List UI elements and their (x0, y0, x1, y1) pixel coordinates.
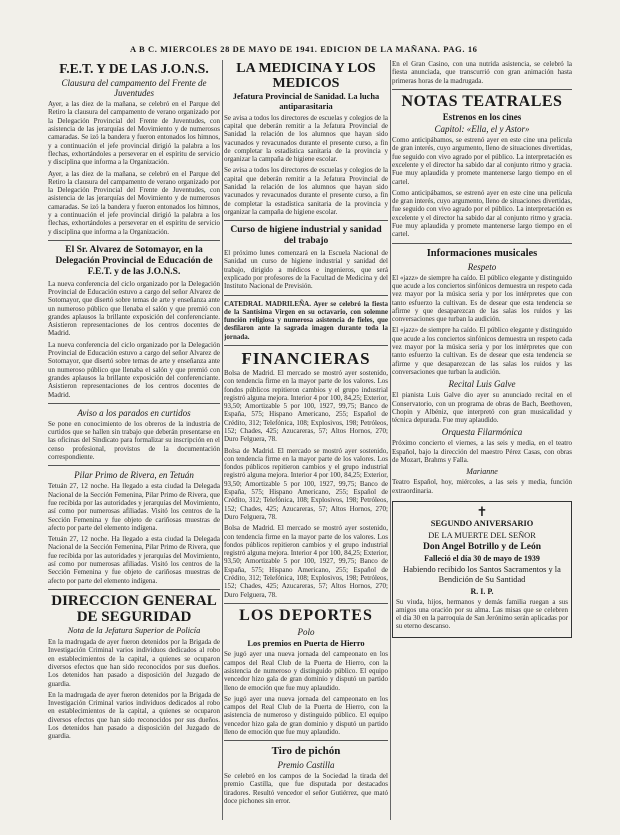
section-title: NOTAS TEATRALES (401, 92, 563, 110)
divider (224, 740, 388, 741)
article-body: La nueva conferencia del ciclo organizado por la Delegación Provincial de Educación estuvo a cargo del señor Alvarez de Sotomayor, que disertó sobre temas de arte y enseñanza ante un numeroso público que llenaba el salón y que premió con grandes aplausos la brillante exposición del conferenciante. Asistieron representaciones de los centros docentes de Madrid. (48, 279, 220, 338)
article-body: En el Gran Casino, con una nutrida asistencia, se celebró la fiesta anunciada, que transcurrió con gran animación hasta primeras horas de la madrugada. (392, 60, 572, 85)
divider (224, 345, 388, 346)
article-body: Bolsa de Madrid. El mercado se mostró ayer sostenido, con tendencia firme en la mayor parte de los valores. Los fondos públicos repitieron cambios y el grupo industrial registró alguna mejora. Interior 4 por 100, 84,25; Exterior, 93,50; Amortizable 5 por 100, 1927, 99,75; Banco de España, 575; Hispano Americano, 255; Español de Crédito, 312; Telefónica, 108; Explosivos, 198; Petróleos, 152; Chades, 425; Azucareras, 57; Altos Hornos, 270; Duro Felguera, 78. (224, 524, 388, 599)
article-body: Tetuán 27, 12 noche. Ha llegado a esta ciudad la Delegada Nacional de la Sección Femenina, Pilar Primo de Rivera, que fue recibida por las autoridades y jerarquías del Movimiento, así como por numerosas afiliadas. Visitó los centros de la Sección Femenina y fue objeto de cariñosas muestras de afecto por parte del elemento indígena. (48, 482, 220, 532)
article-body: Ayer, a las diez de la mañana, se celebró en el Parque del Retiro la clausura del campamento de verano organizado por la Delegación Provincial del Frente de Juventudes, con asistencia de las jerarquías del Movimiento y de numerosos camaradas. Se izó la bandera y fueron entonados los himnos, y a continuación el jefe provincial dirigió la palabra a los flechas, exhortándoles a perseverar en el espíritu de servicio y disciplina que informa a la Organización. (48, 100, 220, 167)
subheadline: Jefatura Provincial de Sanidad. La lucha antiparasitaria (232, 92, 380, 112)
obituary-notice (392, 501, 572, 638)
article-body: El pianista Luis Galve dio ayer su anunciado recital en el Conservatorio, con un programa de obras de Bach, Beethoven, Chopin y Albéniz, que interpretó con gran musicalidad y técnica depurada. Fue muy aplaudido. (392, 391, 572, 425)
subheadline: Estrenos en los cines (442, 111, 522, 122)
divider (48, 465, 220, 466)
article-body: En la madrugada de ayer fueron detenidos por la Brigada de Investigación Criminal varios individuos dedicados al robo en establecimientos de la capital, a quienes se ocuparon diversos efectos que han sido reconocidos por sus dueños. Los detenidos han pasado a disposición del Juzgado de guardia. (48, 690, 220, 741)
article-body: Como anticipábamos, se estrenó ayer en este cine una película de gran interés, cuyo argumento, lleno de situaciones divertidas, fue seguido con vivo agrado por el público. La interpretación es excelente y el director ha sabido dar al conjunto ritmo y gracia. Fue muy aplaudida y promete mantenerse largo tiempo en el cartel. (392, 136, 572, 186)
divider (392, 243, 572, 244)
divider (48, 403, 220, 404)
article-body: Tetuán 27, 12 noche. Ha llegado a esta ciudad la Delegada Nacional de la Sección Femenina, Pilar Primo de Rivera, que fue recibida por las autoridades y jerarquías del Movimiento, así como por numerosas afiliadas. Visitó los centros de la Sección Femenina y fue objeto de cariñosas muestras de afecto por parte del elemento indígena. (48, 535, 220, 585)
subheadline: Clausura del campamento del Frente de Juventudes (61, 78, 207, 99)
article-body: Se avisa a todos los directores de escuelas y colegios de la capital que deberán remitir a la Jefatura Provincial de Sanidad la relación de los alumnos que hayan sido vacunados y revacunados durante el presente curso, a fin de completar la estadística sanitaria de la provincia y organizar la campaña de higiene escolar. (224, 113, 388, 164)
article-body: El «jazz» de siempre ha caído. El público elegante y distinguido que acude a los conciertos sinfónicos demuestra un respeto cada vez mayor por la música seria y por los intérpretes que con tanto esfuerzo la cultivan. Es de desear que esta tendencia se afirme y que desaparezcan de las salas los ruidos y las conversaciones que turban la audición. (392, 326, 572, 376)
obituary-line: Habiendo recibido los Santos Sacramentos y la Bendición de Su Santidad (403, 565, 561, 584)
article-body: La nueva conferencia del ciclo organizado por la Delegación Provincial de Educación estuvo a cargo del señor Alvarez de Sotomayor, que disertó sobre temas de arte y enseñanza ante un numeroso público que llenaba el salón y que premió con grandes aplausos la brillante exposición del conferenciante. Asistieron representaciones de los centros docentes de Madrid. (48, 340, 220, 399)
divider (48, 589, 220, 590)
obituary-date: Falleció el día 30 de mayo de 1939 (424, 554, 540, 564)
headline: DIRECCION GENERAL DE SEGURIDAD (51, 592, 217, 625)
column-3 (392, 60, 572, 830)
obituary-body: Su viuda, hijos, hermanos y demás familia ruegan a sus amigos una oración por su alma. Las misas que se celebren el día 30 en la parroquia de San Jerónimo serán aplicadas por su eterno descanso. (396, 597, 568, 631)
section-title: LOS DEPORTES (239, 606, 373, 624)
column-1 (48, 60, 220, 830)
article-body: El próximo lunes comenzará en la Escuela Nacional de Sanidad un curso de higiene industrial y sanidad del trabajo, dirigido a médicos e ingenieros, que será explicado por profesores de la Facultad de Medicina y del Instituto Nacional de Previsión. (224, 249, 388, 291)
headline: F.E.T. Y DE LAS J.O.N.S. (59, 61, 209, 76)
notice-text: CATEDRAL MADRILEÑA. Ayer se celebró la fiesta de la Santísima Virgen en su octavario, con solemne función religiosa y numerosa asistencia de fieles, que desfilaron ante la sagrada imagen durante toda la jornada. (224, 299, 388, 341)
headline: El Sr. Alvarez de Sotomayor, en la Delegación Provincial de Educación de F.E.T. y de las J.O.N.S. (55, 244, 213, 277)
headline: Tiro de pichón (271, 745, 341, 758)
article-body: El «jazz» de siempre ha caído. El público elegante y distinguido que acude a los conciertos sinfónicos demuestra un respeto cada vez mayor por la música seria y por los intérpretes que con tanto esfuerzo la cultivan. Es de desear que esta tendencia se afirme y que desaparezcan de las salas los ruidos y las conversaciones que turban la audición. (392, 273, 572, 324)
divider (224, 220, 388, 221)
divider (224, 603, 388, 604)
subheadline: Marianne (466, 467, 498, 477)
obituary-name: Don Angel Botrillo y de León (423, 542, 541, 553)
article-body: Teatro Español, hoy, miércoles, a las seis y media, función extraordinaria. (392, 478, 572, 495)
article-body: Se jugó ayer una nueva jornada del campeonato en los campos del Real Club de la Puerta de Hierro, con la asistencia de numeroso y distinguido público. El equipo vencedor hizo gala de gran dominio y disputó un partido lleno de emoción que fue muy aplaudido. (224, 694, 388, 737)
divider (224, 295, 388, 296)
article-body: Como anticipábamos, se estrenó ayer en este cine una película de gran interés, cuyo argumento, lleno de situaciones divertidas, fue seguido con vivo agrado por el público. La interpretación es excelente y el director ha sabido dar al conjunto ritmo y gracia. Fue muy aplaudida y promete mantenerse largo tiempo en el cartel. (392, 188, 572, 239)
subheadline: Los premios en Puerta de Hierro (247, 638, 365, 648)
page-masthead: A B C. MIERCOLES 28 DE MAYO DE 1941. EDICION DE LA MAÑANA. PAG. 16 (130, 44, 478, 54)
article-body: En la madrugada de ayer fueron detenidos por la Brigada de Investigación Criminal varios individuos dedicados al robo en establecimientos de la capital, a quienes se ocuparon diversos efectos que han sido reconocidos por sus dueños. Los detenidos han pasado a disposición del Juzgado de guardia. (48, 638, 220, 688)
obituary-rip: R. I. P. (470, 586, 494, 596)
obituary-title: SEGUNDO ANIVERSARIO (430, 518, 534, 528)
article-body: Ayer, a las diez de la mañana, se celebró en el Parque del Retiro la clausura del campamento de verano organizado por la Delegación Provincial del Frente de Juventudes, con asistencia de las jerarquías del Movimiento y de numerosos camaradas. Se izó la bandera y fueron entonados los himnos, y a continuación el jefe provincial dirigió la palabra a los flechas, exhortándoles a perseverar en el espíritu de servicio y disciplina que informa a la Organización. (48, 169, 220, 236)
headline: Informaciones musicales (426, 247, 538, 259)
obituary-subtitle: DE LA MUERTE DEL SEÑOR (428, 530, 536, 540)
article-body: Bolsa de Madrid. El mercado se mostró ayer sostenido, con tendencia firme en la mayor parte de los valores. Los fondos públicos repitieron cambios y el grupo industrial registró alguna mejora. Interior 4 por 100, 84,25; Exterior, 93,50; Amortizable 5 por 100, 1927, 99,75; Banco de España, 575; Hispano Americano, 255; Español de Crédito, 312; Telefónica, 108; Explosivos, 198; Petróleos, 152; Chades, 425; Azucareras, 57; Altos Hornos, 270; Duro Felguera, 78. (224, 368, 388, 444)
cross-icon: ✝ (476, 503, 488, 519)
article-body: Se jugó ayer una nueva jornada del campeonato en los campos del Real Club de la Puerta de Hierro, con la asistencia de numeroso y distinguido público. El equipo vencedor hizo gala de gran dominio y disputó un partido lleno de emoción que fue muy aplaudido. (224, 650, 388, 692)
column-rule (222, 60, 223, 820)
divider (48, 240, 220, 241)
column-2 (224, 60, 388, 830)
headline: Curso de higiene industrial y sanidad del trabajo (230, 225, 382, 247)
subheadline: Nota de la Jefatura Superior de Policía (67, 626, 201, 636)
headline: Aviso a los parados en curtidos (77, 407, 191, 418)
article-body: Próximo concierto el viernes, a las seis y media, en el teatro Español, bajo la dirección del maestro Pérez Casas, con obras de Mozart, Brahms y Falla. (392, 439, 572, 464)
headline: LA MEDICINA Y LOS MEDICOS (236, 61, 376, 91)
headline: Orquesta Filarmónica (441, 427, 523, 438)
subheadline: Capitol: «Ella, el y Astor» (434, 124, 530, 135)
subheadline: Polo (297, 626, 315, 637)
section-title: FINANCIERAS (241, 349, 371, 369)
article-body: Se pone en conocimiento de los obreros de la industria de curtidos que se hallen sin trabajo que deberán presentarse en las oficinas del Sindicato para formalizar su inscripción en el censo profesional, provistos de la documentación correspondiente. (48, 419, 220, 462)
article-body: Se celebró en los campos de la Sociedad la tirada del premio Castilla, que fue disputada por destacados tiradores. Resultó vencedor el señor Gutiérrez, que mató doce pichones sin error. (224, 771, 388, 805)
subheadline: Premio Castilla (277, 759, 335, 770)
divider (392, 89, 572, 90)
subheadline: Respeto (467, 261, 497, 272)
headline: Recital Luis Galve (448, 379, 516, 390)
headline: Pilar Primo de Rivera, en Tetuán (74, 470, 194, 481)
article-body: Se avisa a todos los directores de escuelas y colegios de la capital que deberán remitir a la Jefatura Provincial de Sanidad la relación de los alumnos que hayan sido vacunados y revacunados durante el presente curso, a fin de completar la estadística sanitaria de la provincia y organizar la campaña de higiene escolar. (224, 166, 388, 216)
article-body: Bolsa de Madrid. El mercado se mostró ayer sostenido, con tendencia firme en la mayor parte de los valores. Los fondos públicos repitieron cambios y el grupo industrial registró alguna mejora. Interior 4 por 100, 84,25; Exterior, 93,50; Amortizable 5 por 100, 1927, 99,75; Banco de España, 575; Hispano Americano, 255; Español de Crédito, 312; Telefónica, 108; Explosivos, 198; Petróleos, 152; Chades, 425; Azucareras, 57; Altos Hornos, 270; Duro Felguera, 78. (224, 446, 388, 521)
column-rule (390, 60, 391, 820)
